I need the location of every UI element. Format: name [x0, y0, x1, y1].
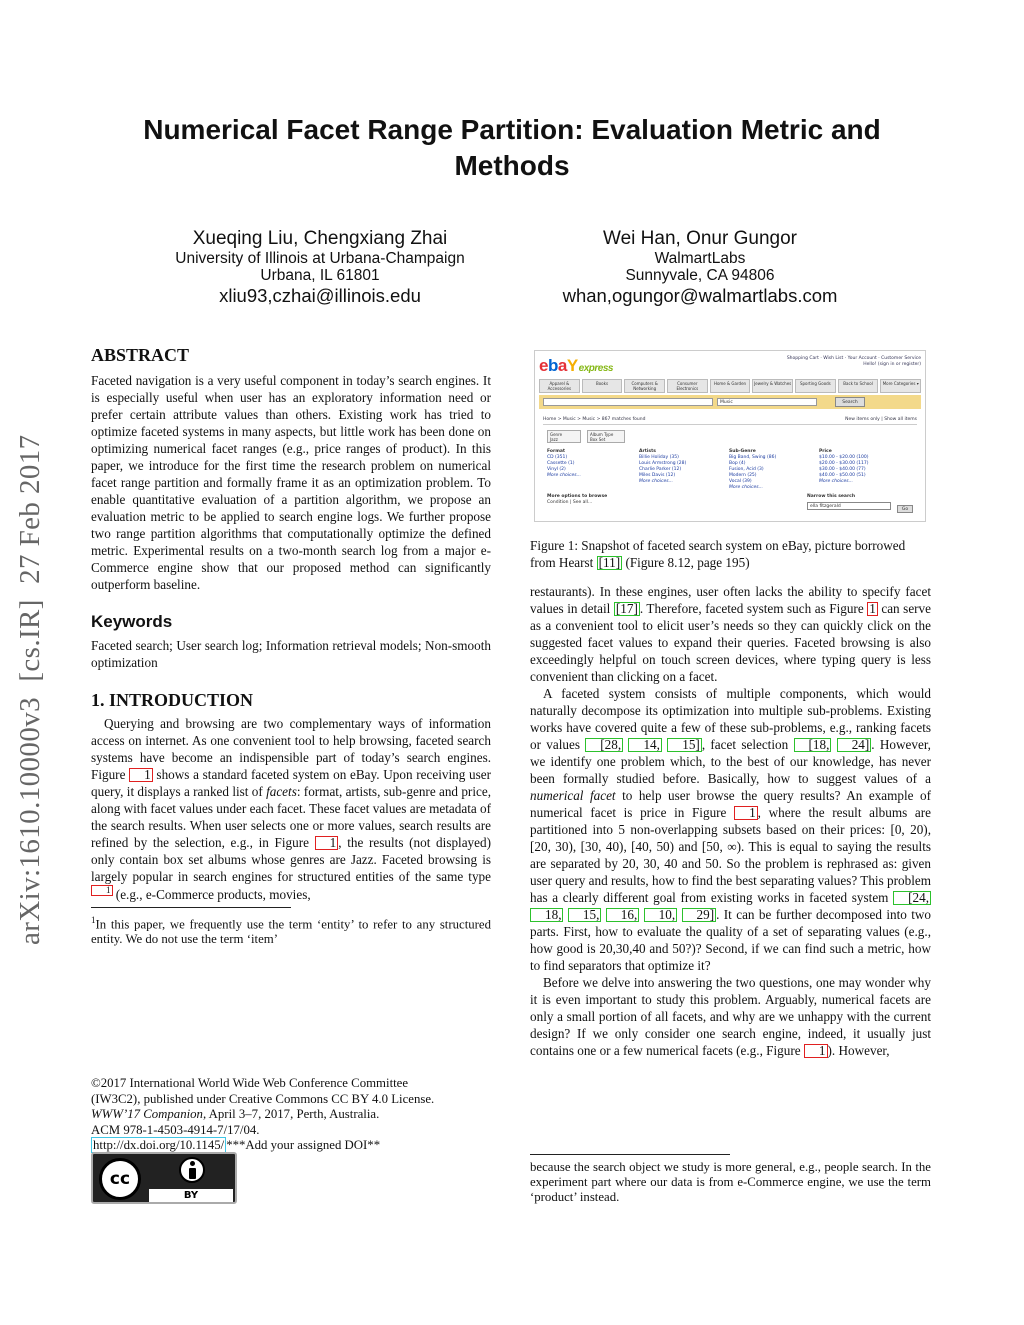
more-choices-link[interactable]: More choices... [819, 479, 853, 484]
sort-options[interactable]: New items only | Show all items [845, 417, 917, 422]
right-column [530, 583, 931, 1059]
facet-value[interactable]: $10.00 - $20.00 (100) [819, 455, 869, 460]
facet-value[interactable]: Fusion, Acid (3) [729, 467, 764, 472]
selected-facet-chip[interactable]: Album Type Box Set [587, 430, 625, 443]
intro-heading: 1. INTRODUCTION [91, 690, 254, 710]
footnote-link[interactable]: 1 [91, 885, 113, 896]
author-names: Wei Han, Onur Gungor [603, 228, 797, 249]
footnote-continuation: because the search object we study is more general, e.g., people search. In the experiment part where our data is from e-Commerce engine, we use the term ‘product’ instead. [530, 1154, 931, 1205]
nav-tab[interactable]: Computers & Networking [624, 379, 665, 393]
citation-link[interactable]: 10, [644, 908, 677, 922]
facet-value[interactable]: Miles Davis (12) [639, 473, 676, 478]
facet-price: Price $10.00 - $20.00 (100) $20.00 - $30.00 (117) $30.00 - $40.00 (77) $40.00 - $50.00 (51) More choices... [819, 449, 907, 485]
by-label: BY [149, 1189, 233, 1203]
author-affiliation: University of Illinois at Urbana-Champaign [175, 250, 465, 267]
account-links: Shopping Cart · Wish List · Your Account · Customer Service Hello! (sign in or register) [786, 356, 921, 367]
author-names: Xueqing Liu, Chengxiang Zhai [192, 228, 448, 249]
facet-sub-genre: Sub-Genre Big Band, Swing (86) Bop (4) Fusion, Acid (3) Modern (25) Vocal (39) More choices... [729, 449, 817, 491]
figure-ebay-snapshot [534, 350, 926, 522]
nav-tab[interactable]: Books [582, 379, 623, 393]
figure-link[interactable]: 1 [129, 768, 153, 782]
author-block-right [540, 228, 860, 308]
nav-tab[interactable]: Back to School [838, 379, 879, 393]
nav-tab[interactable]: Jewelry & Watches [752, 379, 793, 393]
nav-tab[interactable]: Sporting Goods [795, 379, 836, 393]
search-button[interactable]: Search [835, 397, 865, 407]
facet-value[interactable]: $30.00 - $40.00 (77) [819, 467, 866, 472]
intro-paragraph: Querying and browsing are two complementary ways of information access on internet. As one convenient tool to help browsing, faceted search systems have become an indispensible part of today’s search engines. Figure 1 shows a standard faceted system on eBay. Upon receiving user query, it displays a ranked list of facets: format, artists, sub-genre and price, along with facet values under each facet. These facet values are metadata of the search results. When user selects one or more values, search results are refined by the selection, e.g., in Figure 1 , the results (not displayed) only contain box set albums whose genres are Jazz. Faceted browsing is largely popular in search engines for structured entities of the same type1 (e.g., e-Commerce products, movies, [91, 716, 491, 902]
copyright-line: ACM 978-1-4503-4914-7/17/04. [91, 1122, 260, 1137]
author-email: xliu93,czhai@illinois.edu [219, 285, 421, 306]
facet-value[interactable]: Vinyl (2) [547, 467, 566, 472]
facet-value[interactable]: Vocal (39) [729, 479, 752, 484]
citation-link[interactable]: [24, [893, 891, 931, 905]
facet-value[interactable]: Louis Armstrong (28) [639, 461, 687, 466]
figure-link[interactable]: 1 [734, 806, 758, 820]
figure-link[interactable]: 1 [804, 1044, 828, 1058]
facet-value[interactable]: $20.00 - $30.00 (117) [819, 461, 869, 466]
facet-value[interactable]: Billie Holiday (35) [639, 455, 679, 460]
more-choices-link[interactable]: More choices... [639, 479, 673, 484]
body-paragraph: A faceted system consists of multiple components, which would naturally decompose its optimization into multiple sub-problems. Existing works have covered quite a few of these sub-problems, e.g., ranking facets or values [28, 14, 15] , facet selection [18, 24] . However, we identify one problem which, to the best of our knowledge, has never been formally studied before. Basically, how to suggest values of a numerical facet to help user browse the query results? An example of numerical facet is price in Figure 1 , where the result albums are partitioned into 5 non-overlapping subsets based on their prices: [0, 20), [20, 30), [30, 40), [40, 50) and [50, ∞). This is equal to saying the results are separated by 20, 30, 40 and 50. So the problem is rephrased as: given user query and results, how to find the best separating values? This problem has a clearly different goal from existing works in faceted system [24, 18, 15, 16, 10, 29] . It can be further decomposed into two parts. First, how to evaluate the quality of a set of separating values (e.g., how good is 20,30,40 and 50?)? Second, if we can find such a metric, how to find separators that optimize it? [530, 686, 932, 973]
cc-by-license-badge[interactable] [91, 1152, 237, 1204]
more-choices-link[interactable]: More choices... [729, 485, 763, 490]
citation-link[interactable]: 14, [628, 738, 661, 752]
more-choices-link[interactable]: More choices... [547, 473, 581, 478]
category-nav [539, 379, 921, 393]
paper-title: Numerical Facet Range Partition: Evaluation Metric and Methods [143, 114, 881, 181]
figure-link[interactable]: 1 [869, 601, 876, 616]
author-affiliation: WalmartLabs [654, 250, 746, 267]
nav-tab[interactable]: Home & Garden [710, 379, 751, 393]
footnote-divider [530, 1154, 730, 1155]
copyright-block [91, 1076, 491, 1154]
ebay-express-logo: ebaYexpress [539, 356, 613, 375]
citation-link[interactable]: 29] [682, 908, 717, 922]
breadcrumb: Home > Music > Music > 867 matches found New items only | Show all items [543, 417, 917, 425]
body-paragraph: Before we delve into answering the two questions, one may wonder why it is even important to study this problem. Arguably, numerical facets are only a small portion of all facets, and why are we unhappy with the current design? If we only consider one search engine, indeed, it usually just contains one or a few numerical facets (e.g., Figure 1 ). However, [530, 975, 931, 1058]
citation-link[interactable]: 16, [606, 908, 639, 922]
citation-link[interactable]: [11] [598, 555, 621, 570]
narrow-search-input[interactable]: ella fitzgerald [807, 502, 891, 510]
narrow-search: Narrow this search ella fitzgerald Go [807, 494, 891, 510]
search-bar [539, 395, 921, 409]
left-column [91, 344, 491, 947]
copyright-line: ©2017 International World Wide Web Conference Committee [91, 1076, 409, 1090]
facet-value[interactable]: CD (351) [547, 455, 568, 460]
figure-caption: Figure 1: Snapshot of faceted search system on eBay, picture borrowed from Hearst [11] (Figure 8.12, page 195) [530, 538, 906, 570]
facet-value[interactable]: Bop (4) [729, 461, 746, 466]
keywords-heading: Keywords [91, 612, 173, 631]
author-location: Urbana, IL 61801 [260, 267, 380, 284]
abstract-text: Faceted navigation is a very useful component in today’s search engines. It is especially useful when user has an exploratory information need or prefer certain attribute values than others. Existing work has tried to optimize faceted systems in many aspects, but little work has been done on optimizing numerical facet ranges (e.g., price ranges of product). In this paper, we introduce for the first time the research problem on numerical facet range partition and formally frame it as an optimization problem. To enable quantitative evaluation of a partition algorithm, we propose an evaluation metric to be applied to search engine logs. We further propose two range partition algorithms that computationally optimize the defined metric. Experimental results on a two-month search log from a major e-Commerce engine show that our proposed method can significantly outperform baseline. [91, 373, 491, 592]
search-input[interactable] [543, 398, 713, 406]
copyright-line: WWW’17 Companion, April 3–7, 2017, Perth, Australia. [91, 1107, 380, 1121]
copyright-line: (IW3C2), published under Creative Commons CC BY 4.0 License. [91, 1091, 435, 1106]
citation-link[interactable]: [18, [794, 738, 832, 752]
citation-link[interactable]: [28, [585, 738, 623, 752]
citation-link[interactable]: 15] [667, 738, 702, 752]
abstract-heading: ABSTRACT [91, 345, 190, 365]
footnote: $^1$In this paper, we frequently use the term ‘entity’ to refer to any structured entity. We do not use the term ‘item’ [91, 915, 491, 947]
facet-value[interactable]: Charlie Parker (12) [639, 467, 682, 472]
go-button[interactable]: Go [897, 505, 913, 513]
doi-line: http://dx.doi.org/10.1145/ ***Add your assigned DOI** [93, 1138, 381, 1152]
footnote-divider [91, 907, 291, 908]
more-options-links[interactable]: Condition | See all... [547, 500, 593, 505]
facet-value[interactable]: Cassette (1) [547, 461, 575, 466]
author-email: whan,ogungor@walmartlabs.com [562, 285, 838, 306]
arxiv-stamp: arXiv:1610.10000v3 [cs.IR] 27 Feb 2017 [14, 434, 46, 945]
nav-tab[interactable]: Consumer Electronics [667, 379, 708, 393]
facet-artists: Artists Billie Holiday (35) Louis Armstrong (28) Charlie Parker (12) Miles Davis (12) More choices... [639, 449, 727, 485]
facet-value[interactable]: $40.00 - $50.00 (51) [819, 473, 866, 478]
category-select[interactable]: Music [717, 398, 817, 406]
nav-tab[interactable]: Apparel & Accessories [539, 379, 580, 393]
citation-link[interactable]: 15, [568, 908, 601, 922]
selected-facet-chip[interactable]: Genre Jazz [547, 430, 581, 443]
facet-value[interactable]: Modern (25) [729, 473, 757, 478]
keywords-text: Faceted search; User search log; Information retrieval models; Non-smooth optimization [91, 638, 491, 670]
citation-link[interactable]: 24] [837, 738, 872, 752]
nav-tab[interactable]: More Categories ▾ [880, 379, 921, 393]
doi-link[interactable]: http://dx.doi.org/10.1145/ [93, 1138, 225, 1152]
facet-value[interactable]: Big Band, Swing (86) [729, 455, 777, 460]
attribution-icon [179, 1157, 205, 1183]
figure-link[interactable]: 1 [315, 836, 339, 850]
more-options: More options to browse Condition | See all... [547, 494, 608, 505]
cc-icon: cc [99, 1158, 141, 1200]
citation-link[interactable]: 18, [530, 908, 563, 922]
facet-format: Format CD (351) Cassette (1) Vinyl (2) More choices... [547, 449, 635, 479]
author-block-left [160, 228, 480, 308]
author-location: Sunnyvale, CA 94806 [625, 267, 775, 284]
citation-link[interactable]: [17] [615, 601, 638, 616]
body-paragraph: restaurants). In these engines, user often lacks the ability to specify facet values in detail [17] . Therefore, faceted system such as Figure 1 can serve as a convenient tool to elicit user’s needs so they can quickly click on the suggested facet values to expand their queries. Faceted browsing is also exceedingly helpful on touch screen devices, where typing query is less convenient than clicking on a facet. [530, 584, 932, 684]
